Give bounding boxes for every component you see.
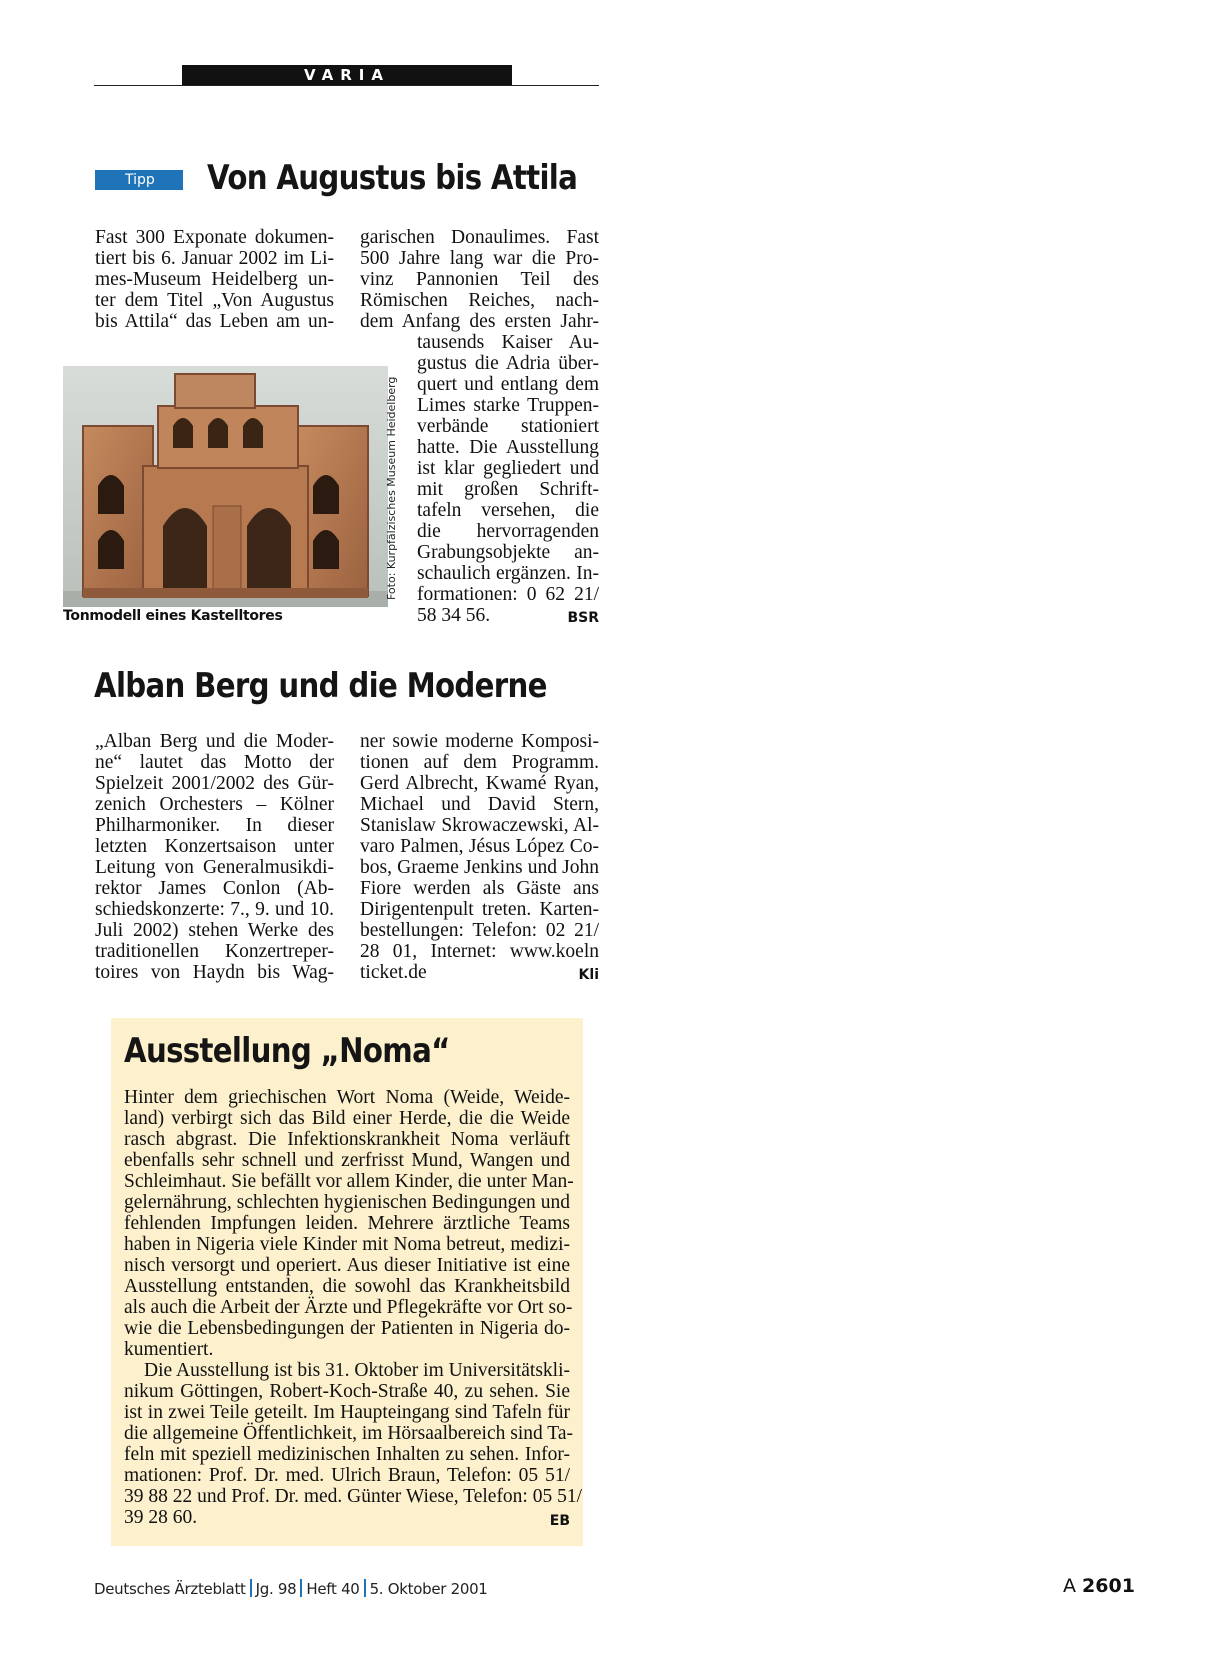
image-caption: Tonmodell eines Kastelltores: [63, 608, 283, 624]
footer-journal: Deutsches Ärzteblatt: [94, 1580, 246, 1598]
noma-paragraph-1: Hinter dem griechischen Wort Noma (Weide, Weide- land) verbirgt sich das Bild einer Herde, die die Weide rasch abgrast. Die Infektionskrankheit Noma verläuft ebenfalls sehr schnell und zerfrisst Mund, Wangen und Schleimhaut. Sie befällt vor allem Kinder, die unter Man- gelernährung, schlechten hygienischen Bedingungen und fehlenden Impfungen leiden. Mehrere ärztliche Teams haben in Nigeria viele Kinder mit Noma betreut, medizi- nisch versorgt und operiert. Aus dieser Initiative ist eine Ausstellung entstanden, die sowohl das Krankheitsbild als auch die Arbeit der Ärzte und Pflegekräfte vor Ort so- wie die Lebensbedingungen der Patienten in Nigeria do- kumentiert.: [124, 1087, 574, 1360]
article3-signature: EB: [549, 1513, 570, 1529]
article1-signature: BSR: [567, 610, 599, 626]
page-number: A 2601: [1063, 1575, 1135, 1597]
footer: [94, 1579, 488, 1598]
tipp-tag: Tipp: [95, 170, 183, 190]
article-title: Von Augustus bis Attila: [207, 158, 578, 198]
article2-col1: „Alban Berg und die Moder- ne“ lautet das Motto der Spielzeit 2001/2002 des Gür- zenich Orchesters – Kölner Philharmoniker. In dieser letzten Konzertsaison unter Leitung von Generalmusikdi- rektor James Conlon (Ab- schiedskonzerte: 7., 9. und 10. Juli 2002) stehen Werke des traditionellen Konzertreper- toires von Haydn bis Wag-: [95, 731, 334, 983]
section-rule: [94, 85, 599, 86]
article-title: Alban Berg und die Moderne: [94, 666, 547, 706]
footer-issue: Heft 40: [306, 1580, 360, 1598]
section-label: VARIA: [182, 65, 512, 85]
article1-col1: Fast 300 Exponate dokumen- tiert bis 6. Januar 2002 im Li- mes-Museum Heidelberg un- ter dem Titel „Von Augustus bis Attila“ das Leben am un-: [95, 227, 334, 332]
article2-col2: ner sowie moderne Komposi- tionen auf dem Programm. Gerd Albrecht, Kwamé Ryan, Michael und David Stern, Stanislaw Skrowaczewski, Al- varo Palmen, Jésus López Co- bos, Graeme Jenkins und John Fiore werden als Gäste ans Dirigentenpult treten. Karten- bestellungen: Telefon: 02 21/ 28 01, Internet: www.koeln ticket.de: [360, 731, 599, 983]
article1-col2-top: garischen Donaulimes. Fast 500 Jahre lang war die Pro- vinz Pannonien Teil des Römischen Reiches, nach- dem Anfang des ersten Jahr-: [360, 227, 599, 332]
footer-date: 5. Oktober 2001: [369, 1580, 488, 1598]
gate-model-image: [63, 366, 388, 607]
article2-signature: Kli: [578, 967, 599, 983]
footer-volume: Jg. 98: [255, 1580, 297, 1598]
noma-paragraph-2: Die Ausstellung ist bis 31. Oktober im Universitätskli- nikum Göttingen, Robert-Koch-Straße 40, zu sehen. Sie ist in zwei Teile geteilt. Im Haupteingang sind Tafeln für die allgemeine Öffentlichkeit, im Hörsaalbereich sind Ta- feln mit speziell medizinischen Inhalten zu sehen. Infor- mationen: Prof. Dr. med. Ulrich Braun, Telefon: 05 51/ 39 88 22 und Prof. Dr. med. Günter Wiese, Telefon: 05 51/ 39 28 60.: [124, 1360, 583, 1528]
article-title: Ausstellung „Noma“: [124, 1031, 450, 1071]
photo-credit: Foto: Kurpfälzisches Museum Heidelberg: [385, 376, 398, 600]
article1-col2-narrow: tausends Kaiser Au- gustus die Adria über- quert und entlang dem Limes starke Truppen- verbände stationiert hatte. Die Ausstellung ist klar gegliedert und mit großen Schrift- tafeln versehen, die die hervorragenden Grabungsobjekte an- schaulich ergänzen. In- formationen: 0 62 21/ 58 34 56.: [417, 332, 599, 626]
